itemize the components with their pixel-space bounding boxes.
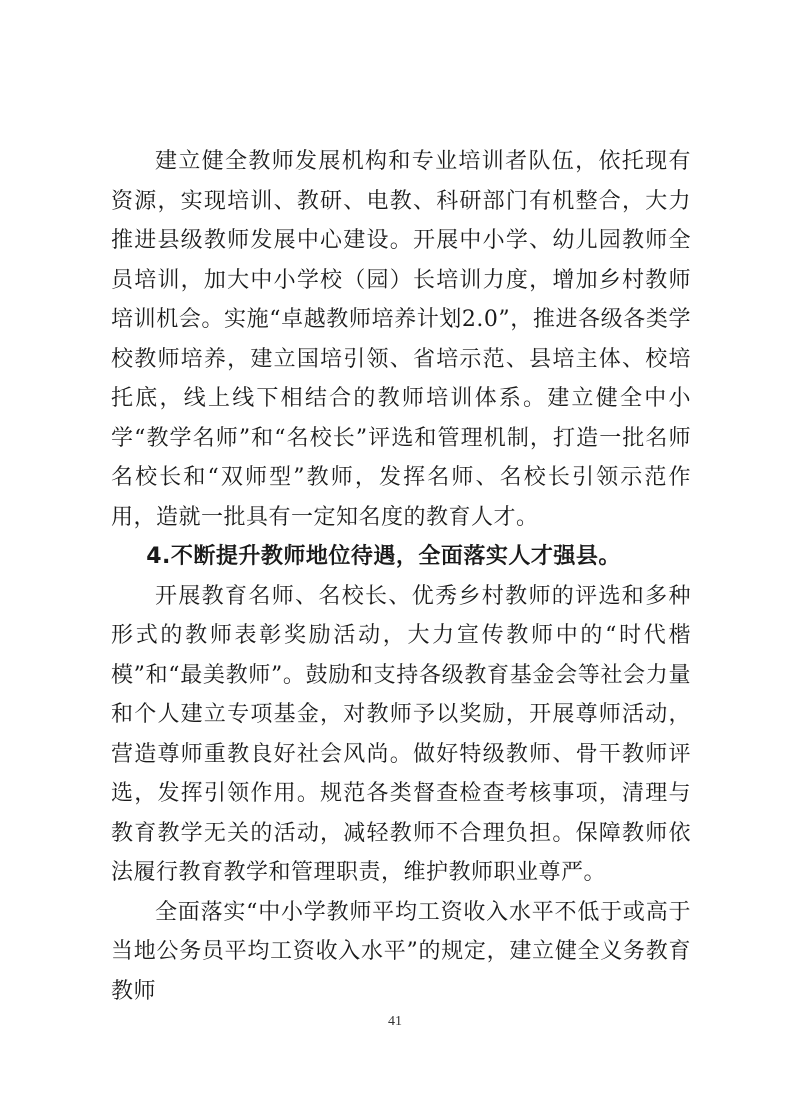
document-body — [111, 142, 691, 1011]
paragraph-salary-policy: 全面落实“中小学教师平均工资收入水平不低于或高于当地公务员平均工资收入水平”的规定，建立健全义务教育教师 — [111, 899, 691, 1004]
paragraph-teacher-status: 开展教育名师、名校长、优秀乡村教师的评选和多种形式的教师表彰奖励活动，大力宣传教师中的“时代楷模”和“最美教师”。鼓励和支持各级教育基金会等社会力量和个人建立专项基金，对教师予以奖励，开展尊师活动，营造尊师重教良好社会风尚。做好特级教师、骨干教师评选，发挥引领作用。规范各类督查检查考核事项，清理与教育教学无关的活动，减轻教师不合理负担。保障教师依法履行教育教学和管理职责，维护教师职业尊严。 — [111, 583, 691, 885]
page-number: 41 — [388, 1014, 402, 1029]
section-heading: 4.不断提升教师地位待遇，全面落实人才强县。 — [146, 544, 621, 569]
paragraph-teacher-development: 建立健全教师发展机构和专业培训者队伍，依托现有资源，实现培训、教研、电教、科研部门有机整合，大力推进县级教师发展中心建设。开展中小学、幼儿园教师全员培训，加大中小学校（园）长培训力度，增加乡村教师培训机会。实施“卓越教师培养计划2.0”，推进各级各类学校教师培养，建立国培引领、省培示范、县培主体、校培托底，线上线下相结合的教师培训体系。建立健全中小学“教学名师”和“名校长”评选和管理机制，打造一批名师名校长和“双师型”教师，发挥名师、名校长引领示范作用，造就一批具有一定知名度的教育人才。 — [111, 149, 691, 530]
